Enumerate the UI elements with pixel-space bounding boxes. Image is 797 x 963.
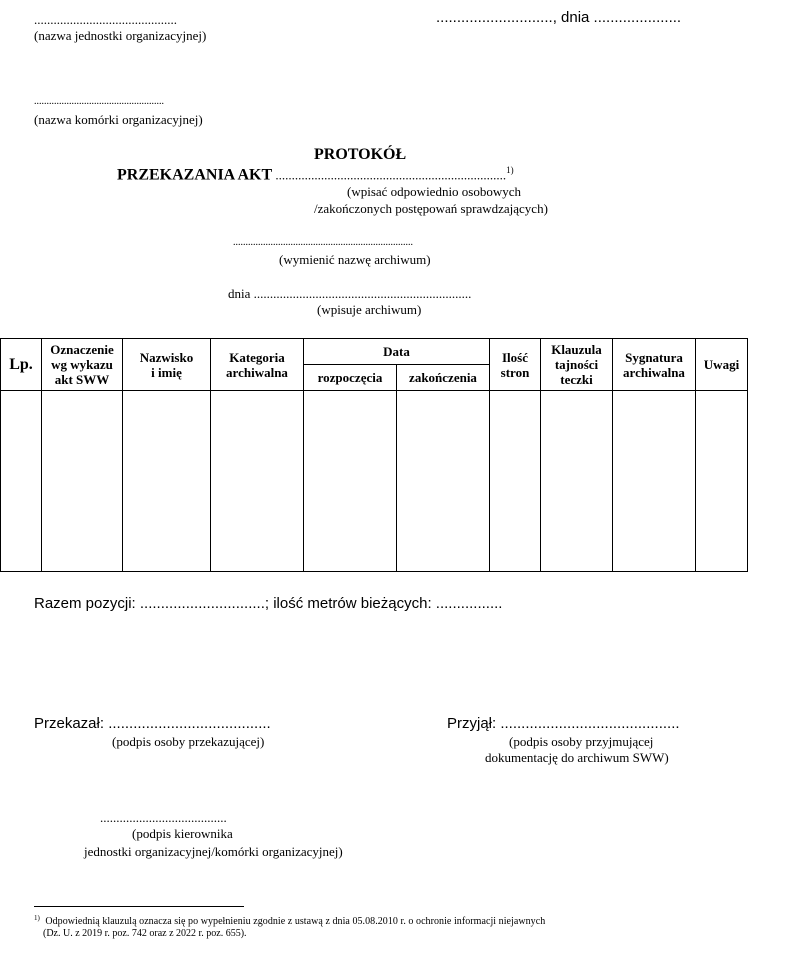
summary-line: Razem pozycji: ..............................; ilość metrów bieżących: ................ (34, 595, 503, 612)
received-caption-1: (podpis osoby przyjmującej (509, 734, 654, 749)
title-note-2: /zakończonych postępowań sprawdzających) (314, 201, 548, 216)
col-oznaczenie-l2: wg wykazu (51, 357, 113, 372)
col-ilosc-l1: Ilość (502, 349, 528, 365)
cell-klauzula[interactable] (541, 391, 613, 572)
col-ilosc-l2: stron (500, 364, 530, 380)
received-line: Przyjął: ........................................... (447, 715, 680, 732)
cell-name-dots: .................................................... (34, 96, 164, 107)
col-nazwisko-l2: i imię (151, 364, 182, 380)
footnote-line-1 (34, 914, 694, 927)
col-zakonczenia: zakończenia (397, 365, 490, 391)
col-nazwisko-l1: Nazwisko (139, 349, 194, 365)
cell-sygnatura[interactable] (613, 391, 696, 572)
place-date-line: ............................, dnia ..................... (436, 9, 682, 26)
head-caption-2: jednostki organizacyjnej/komórki organizacyjnej) (84, 844, 343, 859)
archive-date-caption: (wpisuje archiwum) (317, 302, 422, 317)
col-klauzula-l2: tajności (554, 357, 599, 372)
footnote-rule (34, 906, 244, 907)
col-klauzula (541, 339, 613, 391)
archive-name-caption: (wymienić nazwę archiwum) (279, 252, 431, 267)
col-oznaczenie (42, 339, 123, 391)
title-line-2 (117, 165, 514, 184)
col-kategoria-l1: Kategoria (229, 349, 285, 365)
title-transfer: PRZEKAZANIA AKT (117, 166, 273, 184)
title-dots: ....................................................................... (272, 167, 507, 183)
col-nazwisko (123, 339, 211, 391)
unit-name-caption: (nazwa jednostki organizacyjnej) (34, 28, 207, 43)
footnote-text-1: Odpowiednią klauzulą oznacza się po wypełnieniu zgodnie z ustawą z dnia 05.08.2010 r. o ochronie informacji niejawnych (45, 916, 546, 928)
unit-name-dots: ............................................ (34, 12, 177, 27)
cell-oznaczenie[interactable] (42, 391, 123, 572)
cell-kategoria[interactable] (211, 391, 304, 572)
col-rozpoczecia: rozpoczęcia (304, 365, 397, 391)
col-kategoria-l2: archiwalna (226, 364, 288, 380)
footnote-number: 1) (34, 914, 40, 922)
col-sygnatura (613, 339, 696, 391)
cell-lp[interactable] (1, 391, 42, 572)
col-sygnatura-l1: Sygnatura (625, 349, 683, 365)
head-signature-dots: ....................................... (100, 810, 227, 825)
received-caption-2: dokumentację do archiwum SWW) (485, 750, 669, 765)
document-title: PROTOKÓŁ (314, 146, 407, 163)
cell-zakonczenia[interactable] (397, 391, 490, 572)
col-uwagi: Uwagi (696, 339, 748, 391)
table-row (1, 391, 748, 572)
col-oznaczenie-l3: akt SWW (54, 372, 110, 387)
transfer-table (0, 338, 748, 572)
head-caption-1: (podpis kierownika (132, 826, 233, 841)
footnote-line-2: (Dz. U. z 2019 r. poz. 742 oraz z 2022 r. poz. 655). (43, 928, 247, 939)
cell-name-caption: (nazwa komórki organizacyjnej) (34, 112, 203, 127)
col-lp: Lp. (1, 339, 42, 391)
handed-over-line: Przekazał: ....................................... (34, 715, 271, 732)
cell-nazwisko[interactable] (123, 391, 211, 572)
handed-over-caption: (podpis osoby przekazującej) (112, 734, 265, 749)
cell-ilosc[interactable] (490, 391, 541, 572)
col-kategoria (211, 339, 304, 391)
cell-uwagi[interactable] (696, 391, 748, 572)
col-oznaczenie-l1: Oznaczenie (50, 342, 114, 357)
col-klauzula-l1: Klauzula (551, 342, 602, 357)
col-data: Data (304, 339, 490, 365)
col-sygnatura-l2: archiwalna (623, 364, 685, 380)
footnote-mark: 1) (506, 165, 514, 175)
archive-name-dots: ........................................................................ (233, 237, 413, 248)
title-note-1: (wpisać odpowiednio osobowych (347, 184, 522, 199)
cell-rozpoczecia[interactable] (304, 391, 397, 572)
col-ilosc (490, 339, 541, 391)
col-klauzula-l3: teczki (560, 372, 593, 387)
archive-date-line: dnia ................................................................... (228, 286, 472, 301)
